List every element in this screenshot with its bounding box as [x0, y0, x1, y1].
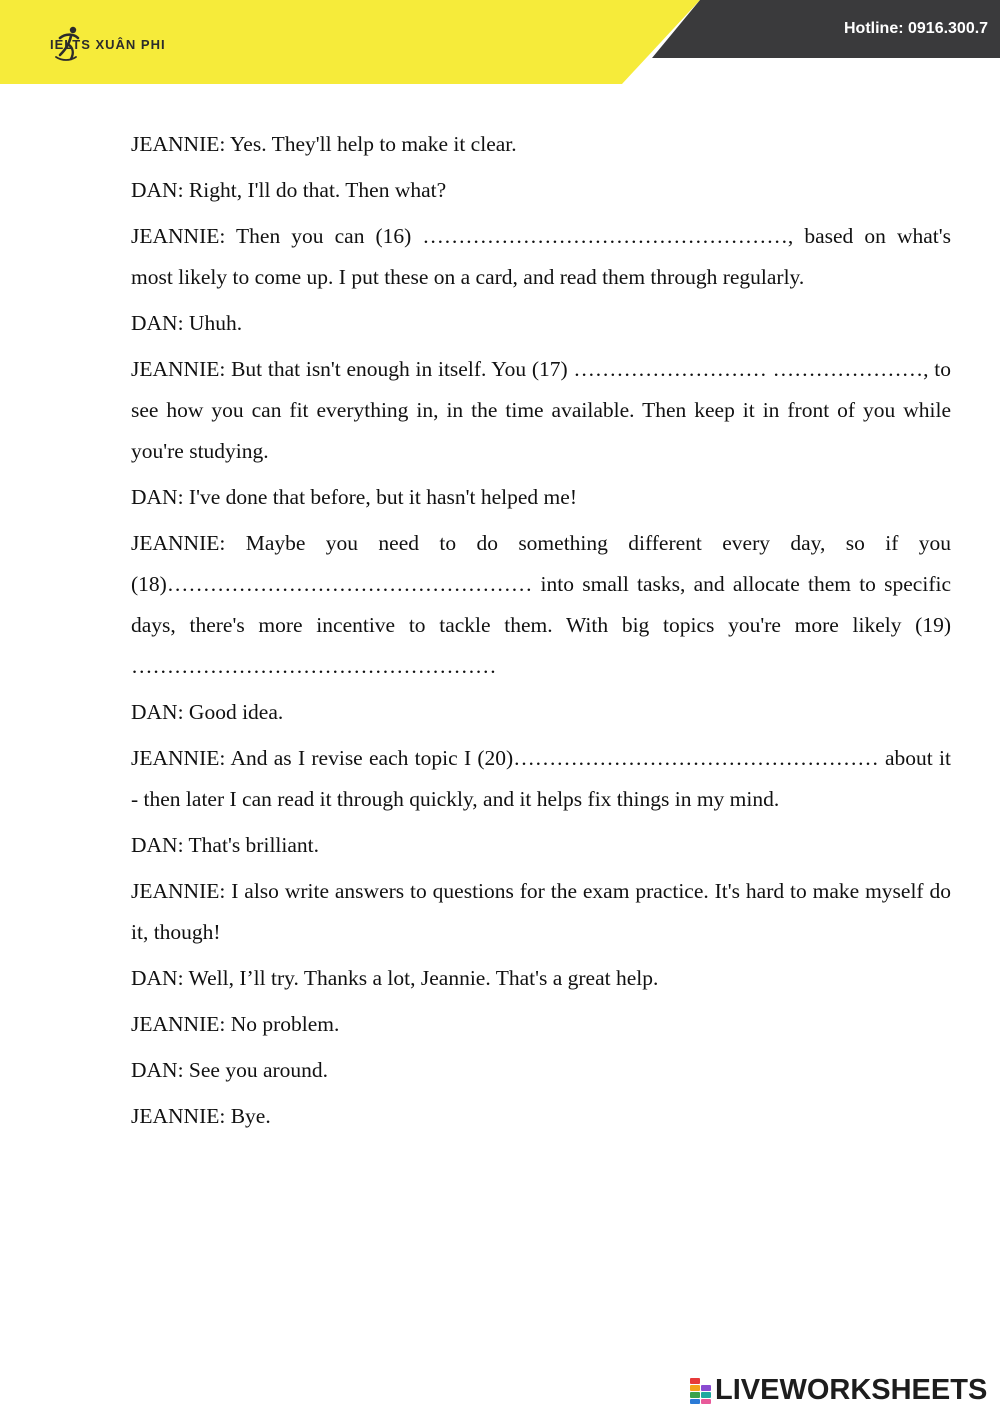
- dialogue-transcript: [131, 124, 951, 1142]
- dialogue-line: JEANNIE: Then you can (16) ……………………………………………, based on what's most likely to come up. I put these on a card, and read them through regularly.: [131, 224, 951, 289]
- liveworksheets-wordmark: LIVEWORKSHEETS: [715, 1374, 988, 1406]
- runner-logo-icon: [52, 24, 88, 64]
- dialogue-line: JEANNIE: Yes. They'll help to make it clear.: [131, 132, 517, 156]
- dialogue-line: JEANNIE: Maybe you need to do something different every day, so if you (18)…………………………………………… into small tasks, and allocate them to specific days, there's more incentive to tackle them. With big topics you're more likely (19) ……………………………………………: [131, 531, 951, 678]
- liveworksheets-logo: [690, 1374, 987, 1407]
- dialogue-line: DAN: See you around.: [131, 1058, 329, 1082]
- liveworksheets-blocks-icon: [690, 1378, 712, 1404]
- dialogue-line: DAN: Well, I’ll try. Thanks a lot, Jeannie. That's a great help.: [131, 966, 659, 990]
- header-banner: [0, 0, 1000, 84]
- hotline-text: Hotline: 0916.300.7: [844, 20, 989, 37]
- dialogue-line: JEANNIE: No problem.: [131, 1012, 340, 1036]
- dialogue-line: DAN: Uhuh.: [131, 311, 243, 335]
- brand-name: IELTS XUÂN PHI: [50, 36, 166, 52]
- dialogue-line: DAN: That's brilliant.: [131, 833, 319, 857]
- dialogue-line: JEANNIE: And as I revise each topic I (20)…………………………………………… about it - then later I can read it through quickly, and it helps fix things in my mind.: [131, 746, 951, 811]
- dialogue-line: DAN: Right, I'll do that. Then what?: [131, 178, 447, 202]
- dialogue-line: JEANNIE: But that isn't enough in itself. You (17) ……………………… …………………, to see how you can fit everything in, in the time available. Then keep it in front of you while you're studying.: [131, 357, 951, 463]
- dialogue-line: DAN: I've done that before, but it hasn't helped me!: [131, 485, 577, 509]
- brand-logo: [52, 24, 166, 64]
- dialogue-line: DAN: Good idea.: [131, 700, 284, 724]
- dialogue-line: JEANNIE: Bye.: [131, 1104, 271, 1128]
- dialogue-line: JEANNIE: I also write answers to questions for the exam practice. It's hard to make myself do it, though!: [131, 879, 951, 944]
